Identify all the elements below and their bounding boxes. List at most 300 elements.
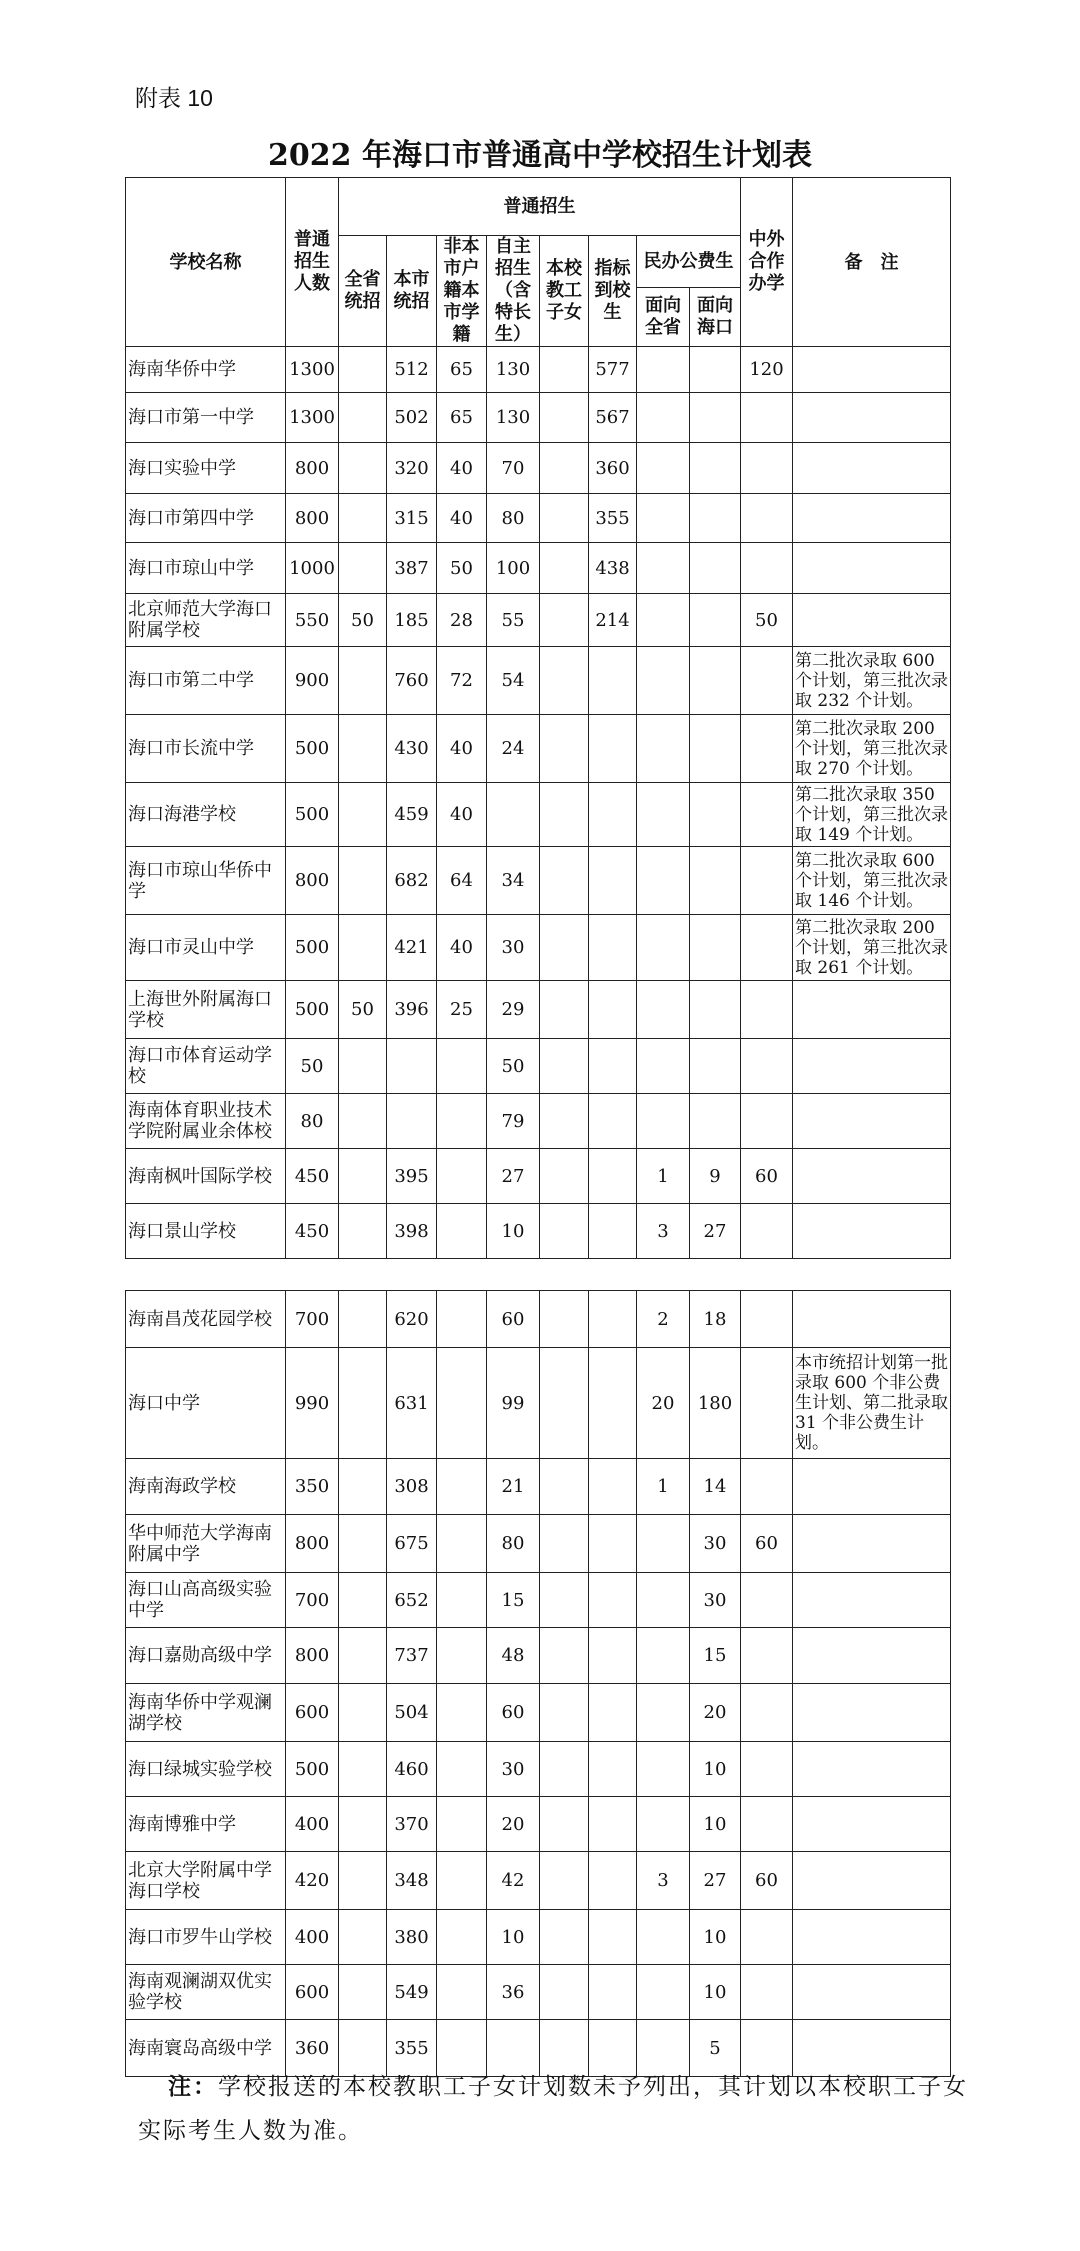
cell-quota	[589, 715, 637, 783]
cell-city: 395	[387, 1149, 437, 1204]
cell-province	[339, 1459, 387, 1515]
cell-staff	[540, 1910, 589, 1965]
cell-quota	[589, 1204, 637, 1259]
cell-independent: 15	[487, 1573, 540, 1628]
cell-province	[339, 1742, 387, 1797]
cell-quota	[589, 1684, 637, 1742]
cell-staff	[540, 543, 589, 594]
cell-quota	[589, 1515, 637, 1573]
cell-ph: 18	[690, 1291, 741, 1348]
cell-coop	[741, 1573, 793, 1628]
cell-staff	[540, 1852, 589, 1910]
cell-city: 398	[387, 1204, 437, 1259]
cell-coop	[741, 915, 793, 981]
cell-city	[387, 1094, 437, 1149]
cell-nonlocal	[437, 1515, 487, 1573]
table-row	[126, 347, 951, 393]
table-row	[126, 783, 951, 847]
cell-ph: 10	[690, 1742, 741, 1797]
cell-name: 海南体育职业技术学院附属业余体校	[126, 1094, 286, 1149]
cell-remark	[793, 1291, 951, 1348]
cell-coop	[741, 494, 793, 543]
cell-province	[339, 443, 387, 494]
cell-quota: 355	[589, 494, 637, 543]
cell-name: 华中师范大学海南附属中学	[126, 1515, 286, 1573]
cell-city: 387	[387, 543, 437, 594]
cell-staff	[540, 1684, 589, 1742]
cell-city: 396	[387, 981, 437, 1039]
table-row	[126, 915, 951, 981]
cell-province	[339, 1291, 387, 1348]
header-staff: 本校教工子女	[540, 236, 589, 347]
cell-ph: 10	[690, 1797, 741, 1852]
cell-independent: 29	[487, 981, 540, 1039]
cell-province	[339, 543, 387, 594]
cell-province	[339, 1573, 387, 1628]
cell-remark	[793, 393, 951, 443]
cell-city	[387, 1039, 437, 1094]
cell-city: 430	[387, 715, 437, 783]
cell-quota	[589, 1852, 637, 1910]
cell-quota	[589, 1039, 637, 1094]
enrollment-table-part1	[125, 177, 951, 1259]
cell-city: 682	[387, 847, 437, 915]
cell-staff	[540, 1348, 589, 1459]
cell-coop	[741, 715, 793, 783]
cell-quota	[589, 1742, 637, 1797]
cell-quota	[589, 1459, 637, 1515]
cell-staff	[540, 1742, 589, 1797]
cell-name: 海口市琼山华侨中学	[126, 847, 286, 915]
cell-quota	[589, 783, 637, 847]
cell-staff	[540, 1797, 589, 1852]
cell-province: 50	[339, 981, 387, 1039]
cell-province	[339, 1039, 387, 1094]
cell-independent: 10	[487, 1204, 540, 1259]
cell-nonlocal: 64	[437, 847, 487, 915]
cell-pp	[637, 1573, 690, 1628]
cell-nonlocal	[437, 1094, 487, 1149]
cell-total: 500	[286, 783, 339, 847]
cell-nonlocal	[437, 1573, 487, 1628]
cell-province	[339, 783, 387, 847]
table-row	[126, 1039, 951, 1094]
header-coop: 中外合作办学	[741, 178, 793, 347]
cell-remark	[793, 543, 951, 594]
enrollment-table-part2	[125, 1290, 951, 2077]
cell-staff	[540, 1459, 589, 1515]
cell-coop	[741, 1291, 793, 1348]
cell-coop	[741, 393, 793, 443]
cell-remark	[793, 443, 951, 494]
cell-name: 海口市罗牛山学校	[126, 1910, 286, 1965]
cell-quota: 214	[589, 594, 637, 647]
cell-city: 348	[387, 1852, 437, 1910]
table-row	[126, 647, 951, 715]
cell-staff	[540, 847, 589, 915]
cell-city: 421	[387, 915, 437, 981]
cell-staff	[540, 443, 589, 494]
cell-province	[339, 347, 387, 393]
header-school-name: 学校名称	[126, 178, 286, 347]
cell-pp	[637, 393, 690, 443]
cell-pp: 20	[637, 1348, 690, 1459]
cell-city: 549	[387, 1965, 437, 2020]
cell-remark	[793, 347, 951, 393]
cell-pp	[637, 1742, 690, 1797]
cell-province: 50	[339, 594, 387, 647]
cell-name: 海南华侨中学观澜湖学校	[126, 1684, 286, 1742]
cell-nonlocal: 40	[437, 783, 487, 847]
cell-coop: 60	[741, 1149, 793, 1204]
cell-coop	[741, 1348, 793, 1459]
cell-remark: 第二批次录取 600 个计划，第三批次录取 146 个计划。	[793, 847, 951, 915]
cell-quota	[589, 1348, 637, 1459]
cell-independent: 10	[487, 1910, 540, 1965]
cell-independent: 48	[487, 1628, 540, 1684]
cell-nonlocal: 50	[437, 543, 487, 594]
cell-nonlocal: 65	[437, 393, 487, 443]
cell-pp	[637, 1094, 690, 1149]
cell-quota	[589, 981, 637, 1039]
cell-coop	[741, 1797, 793, 1852]
cell-province	[339, 1852, 387, 1910]
cell-independent: 50	[487, 1039, 540, 1094]
cell-staff	[540, 1094, 589, 1149]
table-row	[126, 1515, 951, 1573]
cell-independent: 20	[487, 1797, 540, 1852]
cell-remark	[793, 1459, 951, 1515]
cell-nonlocal	[437, 1039, 487, 1094]
cell-remark	[793, 1149, 951, 1204]
cell-nonlocal: 40	[437, 494, 487, 543]
cell-name: 海南博雅中学	[126, 1797, 286, 1852]
cell-province	[339, 715, 387, 783]
cell-total: 80	[286, 1094, 339, 1149]
cell-name: 海口山高高级实验中学	[126, 1573, 286, 1628]
cell-staff	[540, 393, 589, 443]
cell-city: 760	[387, 647, 437, 715]
cell-independent: 80	[487, 1515, 540, 1573]
cell-pp	[637, 1797, 690, 1852]
cell-ph: 5	[690, 2020, 741, 2077]
cell-independent: 100	[487, 543, 540, 594]
cell-independent: 130	[487, 393, 540, 443]
cell-province	[339, 1515, 387, 1573]
cell-nonlocal: 25	[437, 981, 487, 1039]
cell-staff	[540, 347, 589, 393]
cell-ph	[690, 647, 741, 715]
cell-province	[339, 1204, 387, 1259]
header-private: 民办公费生	[637, 236, 741, 288]
cell-total: 500	[286, 1742, 339, 1797]
cell-independent: 36	[487, 1965, 540, 2020]
cell-pp	[637, 1910, 690, 1965]
table-row	[126, 1965, 951, 2020]
cell-province	[339, 393, 387, 443]
table-row	[126, 715, 951, 783]
page-title: 2022 年海口市普通高中学校招生计划表	[268, 138, 812, 173]
cell-nonlocal	[437, 1204, 487, 1259]
cell-nonlocal	[437, 1459, 487, 1515]
cell-ph	[690, 494, 741, 543]
cell-nonlocal	[437, 1348, 487, 1459]
cell-independent	[487, 783, 540, 847]
cell-staff	[540, 1515, 589, 1573]
cell-province	[339, 847, 387, 915]
cell-province	[339, 1348, 387, 1459]
cell-ph: 14	[690, 1459, 741, 1515]
cell-remark	[793, 594, 951, 647]
header-province: 全省统招	[339, 236, 387, 347]
cell-ph	[690, 783, 741, 847]
cell-ph: 10	[690, 1910, 741, 1965]
cell-quota	[589, 1628, 637, 1684]
cell-total: 800	[286, 1628, 339, 1684]
cell-name: 海口市第二中学	[126, 647, 286, 715]
cell-name: 海口海港学校	[126, 783, 286, 847]
cell-province	[339, 1797, 387, 1852]
table-row	[126, 1094, 951, 1149]
cell-name: 海南华侨中学	[126, 347, 286, 393]
cell-quota	[589, 1094, 637, 1149]
cell-staff	[540, 783, 589, 847]
cell-total: 360	[286, 2020, 339, 2077]
cell-nonlocal: 40	[437, 715, 487, 783]
cell-coop	[741, 443, 793, 494]
cell-total: 50	[286, 1039, 339, 1094]
cell-quota: 577	[589, 347, 637, 393]
cell-total: 1000	[286, 543, 339, 594]
cell-remark: 第二批次录取 350 个计划，第三批次录取 149 个计划。	[793, 783, 951, 847]
cell-remark	[793, 1204, 951, 1259]
cell-name: 海口中学	[126, 1348, 286, 1459]
cell-city: 460	[387, 1742, 437, 1797]
cell-pp	[637, 715, 690, 783]
cell-province	[339, 1149, 387, 1204]
cell-ph: 30	[690, 1515, 741, 1573]
cell-pp	[637, 1515, 690, 1573]
cell-city: 380	[387, 1910, 437, 1965]
cell-coop: 50	[741, 594, 793, 647]
footnote	[138, 2065, 968, 2153]
cell-remark	[793, 1684, 951, 1742]
cell-pp	[637, 443, 690, 494]
cell-city: 504	[387, 1684, 437, 1742]
cell-total: 450	[286, 1149, 339, 1204]
header-independent: 自主招生（含特长生）	[487, 236, 540, 347]
cell-coop: 120	[741, 347, 793, 393]
cell-staff	[540, 647, 589, 715]
cell-quota	[589, 915, 637, 981]
cell-staff	[540, 1628, 589, 1684]
cell-staff	[540, 1204, 589, 1259]
cell-nonlocal	[437, 1742, 487, 1797]
cell-staff	[540, 715, 589, 783]
cell-province	[339, 494, 387, 543]
cell-remark: 第二批次录取 200 个计划，第三批次录取 261 个计划。	[793, 915, 951, 981]
cell-pp: 1	[637, 1149, 690, 1204]
cell-nonlocal	[437, 1149, 487, 1204]
header-remarks: 备 注	[793, 178, 951, 347]
cell-city: 631	[387, 1348, 437, 1459]
appendix-label: 附表 10	[135, 85, 213, 111]
cell-ph	[690, 915, 741, 981]
cell-quota	[589, 1910, 637, 1965]
cell-total: 1300	[286, 393, 339, 443]
cell-pp	[637, 543, 690, 594]
table-row	[126, 594, 951, 647]
cell-total: 450	[286, 1204, 339, 1259]
cell-ph	[690, 543, 741, 594]
cell-coop	[741, 543, 793, 594]
cell-ph	[690, 1094, 741, 1149]
cell-name: 海口市第一中学	[126, 393, 286, 443]
cell-pp	[637, 494, 690, 543]
header-general: 普通招生	[339, 178, 741, 236]
cell-name: 海南寰岛高级中学	[126, 2020, 286, 2077]
cell-remark: 本市统招计划第一批录取 600 个非公费生计划、第二批录取 31 个非公费生计划。	[793, 1348, 951, 1459]
cell-ph	[690, 1039, 741, 1094]
header-private-haikou: 面向海口	[690, 288, 741, 347]
cell-province	[339, 1684, 387, 1742]
cell-name: 海口市灵山中学	[126, 915, 286, 981]
cell-nonlocal	[437, 1852, 487, 1910]
cell-pp: 1	[637, 1459, 690, 1515]
cell-name: 海口嘉勋高级中学	[126, 1628, 286, 1684]
cell-independent: 30	[487, 915, 540, 981]
cell-quota	[589, 1573, 637, 1628]
table-row	[126, 1684, 951, 1742]
cell-staff	[540, 594, 589, 647]
cell-independent: 79	[487, 1094, 540, 1149]
cell-remark	[793, 1965, 951, 2020]
cell-coop: 60	[741, 1515, 793, 1573]
table-row	[126, 1628, 951, 1684]
cell-city: 652	[387, 1573, 437, 1628]
cell-coop	[741, 1742, 793, 1797]
cell-nonlocal: 40	[437, 915, 487, 981]
cell-remark	[793, 1628, 951, 1684]
cell-city: 320	[387, 443, 437, 494]
cell-independent: 80	[487, 494, 540, 543]
cell-pp	[637, 347, 690, 393]
cell-nonlocal	[437, 1797, 487, 1852]
cell-remark	[793, 494, 951, 543]
cell-independent: 34	[487, 847, 540, 915]
cell-city: 315	[387, 494, 437, 543]
cell-remark	[793, 1515, 951, 1573]
cell-remark	[793, 1852, 951, 1910]
footnote-text: 学校报送的本校教职工子女计划数未予列出，其计划以本校职工子女实际考生人数为准。	[138, 2074, 968, 2144]
cell-city: 502	[387, 393, 437, 443]
cell-staff	[540, 915, 589, 981]
cell-name: 海南枫叶国际学校	[126, 1149, 286, 1204]
cell-staff	[540, 1149, 589, 1204]
table-row	[126, 1573, 951, 1628]
cell-province	[339, 1628, 387, 1684]
cell-quota: 567	[589, 393, 637, 443]
cell-coop	[741, 847, 793, 915]
cell-name: 海口绿城实验学校	[126, 1742, 286, 1797]
cell-ph	[690, 715, 741, 783]
header-city: 本市统招	[387, 236, 437, 347]
cell-name: 海口市琼山中学	[126, 543, 286, 594]
cell-remark	[793, 1797, 951, 1852]
cell-name: 海口实验中学	[126, 443, 286, 494]
cell-total: 800	[286, 847, 339, 915]
cell-ph	[690, 393, 741, 443]
cell-independent: 70	[487, 443, 540, 494]
cell-pp	[637, 1628, 690, 1684]
cell-city: 512	[387, 347, 437, 393]
cell-ph	[690, 981, 741, 1039]
cell-total: 600	[286, 1965, 339, 2020]
cell-name: 海口市长流中学	[126, 715, 286, 783]
table-row	[126, 847, 951, 915]
cell-total: 990	[286, 1348, 339, 1459]
table-row	[126, 1797, 951, 1852]
cell-pp	[637, 1684, 690, 1742]
cell-total: 400	[286, 1910, 339, 1965]
header-private-province: 面向全省	[637, 288, 690, 347]
cell-remark: 第二批次录取 600 个计划，第三批次录取 232 个计划。	[793, 647, 951, 715]
cell-coop	[741, 1039, 793, 1094]
cell-remark	[793, 981, 951, 1039]
cell-pp	[637, 647, 690, 715]
cell-independent: 60	[487, 1291, 540, 1348]
cell-total: 800	[286, 494, 339, 543]
cell-coop	[741, 1459, 793, 1515]
cell-nonlocal	[437, 1965, 487, 2020]
cell-province	[339, 647, 387, 715]
cell-pp	[637, 1965, 690, 2020]
cell-name: 海南海政学校	[126, 1459, 286, 1515]
table-row	[126, 1910, 951, 1965]
cell-ph: 30	[690, 1573, 741, 1628]
cell-ph	[690, 443, 741, 494]
table-row	[126, 1204, 951, 1259]
header-nonlocal: 非本市户籍本市学籍	[437, 236, 487, 347]
cell-independent: 24	[487, 715, 540, 783]
cell-coop	[741, 1965, 793, 2020]
table-row	[126, 1742, 951, 1797]
cell-total: 350	[286, 1459, 339, 1515]
cell-pp	[637, 915, 690, 981]
cell-pp: 2	[637, 1291, 690, 1348]
cell-staff	[540, 1039, 589, 1094]
cell-province	[339, 1910, 387, 1965]
cell-total: 500	[286, 915, 339, 981]
cell-pp	[637, 783, 690, 847]
cell-nonlocal: 28	[437, 594, 487, 647]
cell-pp	[637, 594, 690, 647]
cell-remark	[793, 1039, 951, 1094]
cell-name: 上海世外附属海口学校	[126, 981, 286, 1039]
cell-staff	[540, 1965, 589, 2020]
cell-city: 370	[387, 1797, 437, 1852]
cell-city: 620	[387, 1291, 437, 1348]
cell-nonlocal: 40	[437, 443, 487, 494]
table-row	[126, 1459, 951, 1515]
cell-total: 700	[286, 1291, 339, 1348]
cell-coop	[741, 981, 793, 1039]
cell-staff	[540, 1573, 589, 1628]
cell-independent: 30	[487, 1742, 540, 1797]
cell-staff	[540, 981, 589, 1039]
header-total: 普通招生人数	[286, 178, 339, 347]
cell-independent: 99	[487, 1348, 540, 1459]
